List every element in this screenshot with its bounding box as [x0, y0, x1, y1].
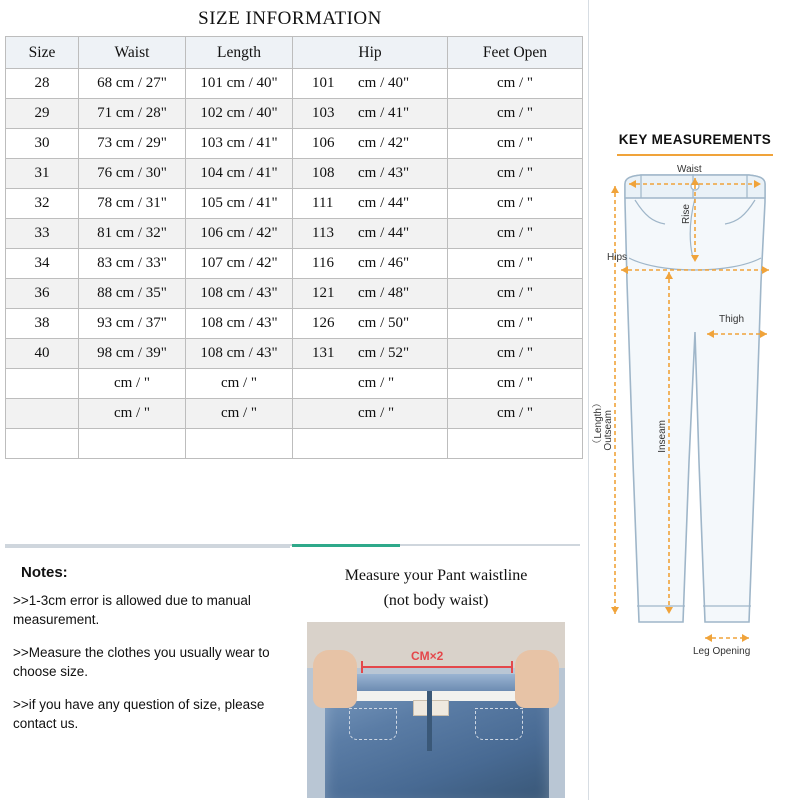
table-row — [6, 219, 583, 249]
table-row — [6, 129, 583, 159]
column-header-size: Size — [6, 37, 79, 69]
cell-size: 32 — [6, 189, 79, 219]
cell-hip — [293, 279, 448, 309]
cell-hip-unit: cm / 48" — [358, 285, 410, 301]
cell-size: 34 — [6, 249, 79, 279]
cell-hip-value: 103 — [312, 105, 335, 121]
cell-size — [6, 399, 79, 429]
cell-size: 31 — [6, 159, 79, 189]
cell-length: 103 cm / 41" — [186, 129, 293, 159]
cell-size: 38 — [6, 309, 79, 339]
cell-feet-open: cm / " — [448, 69, 583, 99]
title-underline — [617, 154, 773, 156]
table-row — [6, 99, 583, 129]
column-header-waist: Waist — [79, 37, 186, 69]
table-row — [6, 309, 583, 339]
cell-hip — [293, 309, 448, 339]
cell-size — [6, 429, 79, 459]
cell-hip — [293, 159, 448, 189]
cell-hip-unit: cm / " — [358, 405, 395, 421]
cell-hip — [293, 339, 448, 369]
cell-hip-value: 113 — [312, 225, 334, 241]
pants-diagram — [589, 162, 800, 682]
cell-hip — [293, 189, 448, 219]
cell-hip-value: 126 — [312, 315, 335, 331]
cell-length: 101 cm / 40" — [186, 69, 293, 99]
cell-feet-open: cm / " — [448, 309, 583, 339]
table-row — [6, 159, 583, 189]
table-row — [6, 189, 583, 219]
measure-caption-line1: Measure your Pant waistline — [344, 567, 528, 584]
cell-feet-open: cm / " — [448, 249, 583, 279]
cell-hip — [293, 369, 448, 399]
cell-waist: 71 cm / 28" — [79, 99, 186, 129]
cell-waist: 68 cm / 27" — [79, 69, 186, 99]
cell-hip-value: 111 — [312, 195, 334, 211]
cell-feet-open: cm / " — [448, 369, 583, 399]
table-row — [6, 279, 583, 309]
cell-waist: 73 cm / 29" — [79, 129, 186, 159]
cell-length: 106 cm / 42" — [186, 219, 293, 249]
key-measurements-title: KEY MEASUREMENTS — [618, 132, 772, 147]
cell-waist: 78 cm / 31" — [79, 189, 186, 219]
cell-length: cm / " — [186, 369, 293, 399]
cell-length: 107 cm / 42" — [186, 249, 293, 279]
table-row — [6, 369, 583, 399]
cell-waist: 93 cm / 37" — [79, 309, 186, 339]
cell-feet-open — [448, 429, 583, 459]
cell-hip-value: 101 — [312, 75, 335, 91]
cell-hip-unit: cm / 52" — [358, 345, 410, 361]
cell-hip-unit: cm / 46" — [358, 255, 410, 271]
cell-length — [186, 429, 293, 459]
column-header-feet-open: Feet Open — [448, 37, 583, 69]
cell-hip — [293, 429, 448, 459]
jeans-fly — [427, 691, 432, 751]
label-inseam: Inseam — [657, 420, 668, 453]
column-header-hip: Hip — [293, 37, 448, 69]
cell-length: 108 cm / 43" — [186, 339, 293, 369]
cell-hip — [293, 99, 448, 129]
cell-hip — [293, 249, 448, 279]
cell-hip-unit: cm / 44" — [358, 195, 410, 211]
measure-photo-label: CM×2 — [411, 649, 444, 663]
note-item: >>1-3cm error is allowed due to manual measurement. — [13, 593, 251, 627]
cell-waist: 88 cm / 35" — [79, 279, 186, 309]
jeans-pocket-right — [475, 708, 523, 740]
cell-waist: 83 cm / 33" — [79, 249, 186, 279]
cell-hip-value: 121 — [312, 285, 335, 301]
cell-feet-open: cm / " — [448, 99, 583, 129]
cell-feet-open: cm / " — [448, 129, 583, 159]
cell-length: 102 cm / 40" — [186, 99, 293, 129]
cell-waist: 98 cm / 39" — [79, 339, 186, 369]
cell-size: 30 — [6, 129, 79, 159]
cell-hip — [293, 399, 448, 429]
cell-size: 36 — [6, 279, 79, 309]
cell-feet-open: cm / " — [448, 219, 583, 249]
notes-title: Notes: — [21, 564, 68, 581]
cell-waist: 81 cm / 32" — [79, 219, 186, 249]
cell-size: 29 — [6, 99, 79, 129]
label-thigh: Thigh — [719, 314, 745, 325]
key-measurements-panel — [588, 0, 800, 800]
cell-length: 105 cm / 41" — [186, 189, 293, 219]
hand-left — [313, 650, 357, 708]
table-header-row — [6, 37, 583, 69]
measure-section — [292, 546, 580, 800]
pants-diagram-svg — [589, 162, 800, 682]
cell-hip-value: 106 — [312, 135, 335, 151]
waist-measure-arrow — [361, 666, 513, 668]
cell-hip-unit: cm / 43" — [358, 165, 410, 181]
cell-hip-unit: cm / 41" — [358, 105, 410, 121]
note-item: >>if you have any question of size, please contact us. — [13, 697, 265, 731]
cell-hip — [293, 219, 448, 249]
table-row — [6, 69, 583, 99]
cell-length: cm / " — [186, 399, 293, 429]
cell-size: 33 — [6, 219, 79, 249]
table-row — [6, 399, 583, 429]
cell-feet-open: cm / " — [448, 159, 583, 189]
cell-hip-value: 108 — [312, 165, 335, 181]
cell-size — [6, 369, 79, 399]
cell-length: 108 cm / 43" — [186, 279, 293, 309]
cell-hip — [293, 129, 448, 159]
cell-hip-value: 116 — [312, 255, 334, 271]
cell-waist: cm / " — [79, 369, 186, 399]
label-leg-opening: Leg Opening — [693, 646, 751, 657]
cell-hip-value: 131 — [312, 345, 335, 361]
cell-waist: cm / " — [79, 399, 186, 429]
cell-size: 28 — [6, 69, 79, 99]
cell-size: 40 — [6, 339, 79, 369]
table-row — [6, 339, 583, 369]
table-row — [6, 249, 583, 279]
jeans-pocket-left — [349, 708, 397, 740]
table-row — [6, 429, 583, 459]
size-table — [5, 36, 583, 459]
cell-length: 108 cm / 43" — [186, 309, 293, 339]
cell-feet-open: cm / " — [448, 279, 583, 309]
cell-feet-open: cm / " — [448, 189, 583, 219]
cell-hip-unit: cm / 44" — [358, 225, 410, 241]
column-header-length: Length — [186, 37, 293, 69]
cell-hip-unit: cm / " — [358, 375, 395, 391]
hand-right — [515, 650, 559, 708]
label-waist: Waist — [677, 164, 702, 175]
cell-feet-open: cm / " — [448, 339, 583, 369]
label-rise: Rise — [681, 204, 692, 225]
measure-caption-line2: (not body waist) — [383, 592, 489, 609]
cell-hip — [293, 69, 448, 99]
cell-waist — [79, 429, 186, 459]
cell-hip-unit: cm / 40" — [358, 75, 410, 91]
cell-length: 104 cm / 41" — [186, 159, 293, 189]
accent-bar — [292, 544, 400, 547]
note-item: >>Measure the clothes you usually wear to choose size. — [13, 645, 270, 679]
label-hips: Hips — [607, 252, 628, 263]
page-title: SIZE INFORMATION — [198, 8, 382, 29]
cell-waist: 76 cm / 30" — [79, 159, 186, 189]
label-outseam: Outseam — [603, 410, 614, 451]
notes-section — [5, 546, 290, 798]
cell-feet-open: cm / " — [448, 399, 583, 429]
label-length: （Length） — [593, 398, 604, 449]
measure-photo — [307, 622, 565, 798]
cell-hip-unit: cm / 42" — [358, 135, 410, 151]
cell-hip-unit: cm / 50" — [358, 315, 410, 331]
